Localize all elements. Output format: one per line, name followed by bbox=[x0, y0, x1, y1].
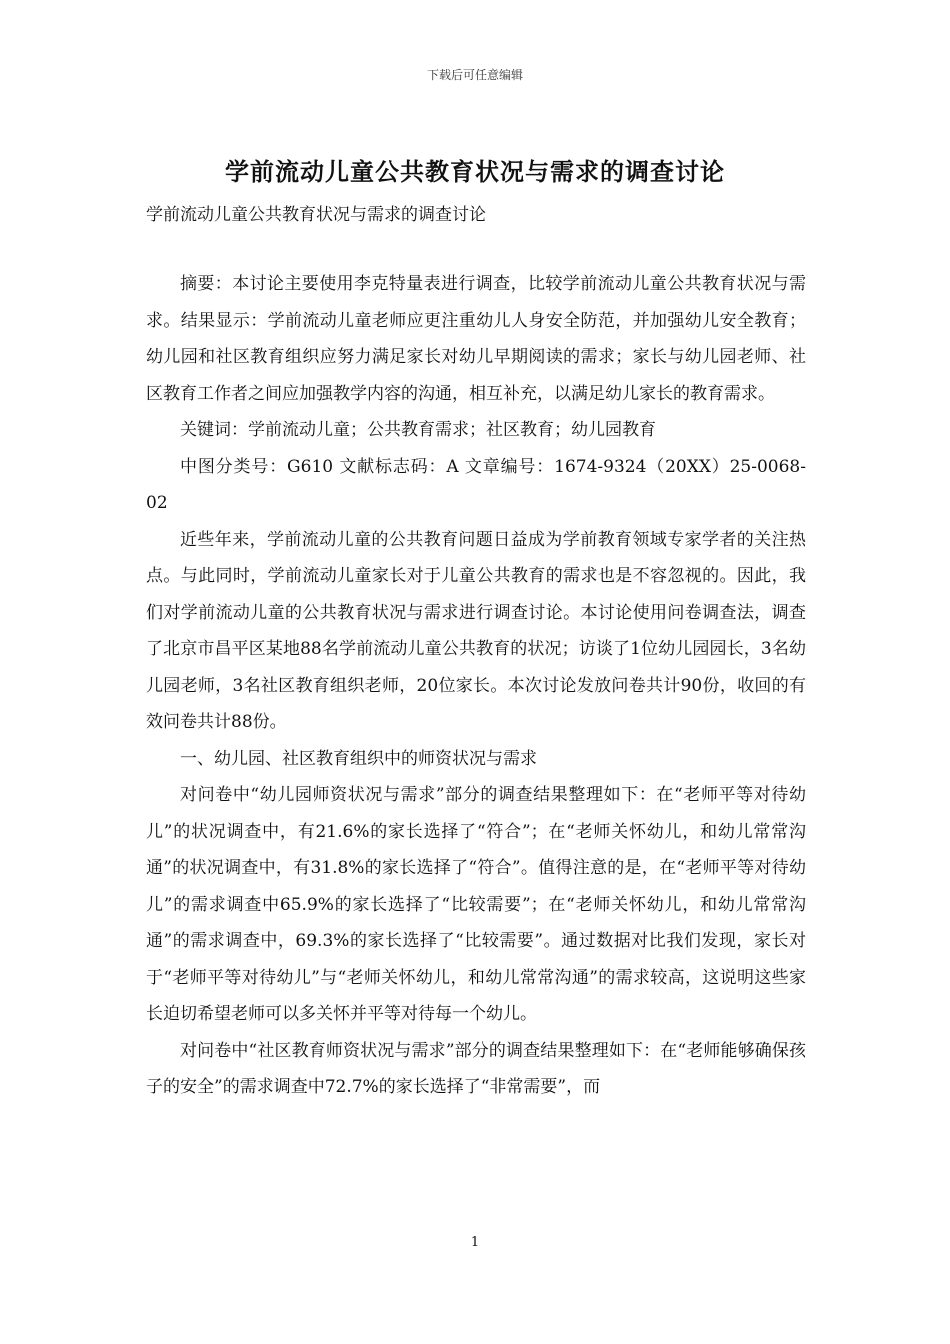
header-note: 下载后可任意编辑 bbox=[426, 68, 523, 82]
keywords-paragraph: 关键词：学前流动儿童；公共教育需求；社区教育；幼儿园教育 bbox=[180, 420, 656, 440]
intro-paragraph: 近些年来，学前流动儿童的公共教育问题日益成为学前教育领域专家学者的关注热点。与此同时，学前流动儿童家长对于儿童公共教育的需求也是不容忽视的。因此，我们对学前流动儿童的公共教育状况与需求进行调查讨论。本讨论使用问卷调查法，调查了北京市昌平区某地88名学前流动儿童公共教育的状况；访谈了1位幼儿园园长，3名幼儿园老师，3名社区教育组织老师，20位家长。本次讨论发放问卷共计90份，收回的有效问卷共计88份。 bbox=[146, 529, 806, 732]
abstract-paragraph: 摘要：本讨论主要使用李克特量表进行调查，比较学前流动儿童公共教育状况与需求。结果显示：学前流动儿童老师应更注重幼儿人身安全防范，并加强幼儿安全教育；幼儿园和社区教育组织应努力满足家长对幼儿早期阅读的需求；家长与幼儿园老师、社区教育工作者之间应加强教学内容的沟通，相互补充，以满足幼儿家长的教育需求。 bbox=[146, 274, 806, 404]
article-subtitle: 学前流动儿童公共教育状况与需求的调查讨论 bbox=[146, 205, 486, 225]
article-title: 学前流动儿童公共教育状况与需求的调查讨论 bbox=[225, 158, 725, 186]
page-number: 1 bbox=[470, 1235, 480, 1250]
body-paragraph: 对问卷中“幼儿园师资状况与需求”部分的调查结果整理如下：在“老师平等对待幼儿”的状况调查中，有21.6%的家长选择了“符合”；在“老师关怀幼儿，和幼儿常常沟通”的状况调查中，有31.8%的家长选择了“符合”。值得注意的是，在“老师平等对待幼儿”的需求调查中65.9%的家长选择了“比较需要”；在“老师关怀幼儿，和幼儿常常沟通”的需求调查中，69.3%的家长选择了“比较需要”。通过数据对比我们发现，家长对于“老师平等对待幼儿”与“老师关怀幼儿，和幼儿常常沟通”的需求较高，这说明这些家长迫切希望老师可以多关怀并平等对待每一个幼儿。 bbox=[146, 785, 806, 1024]
section-heading: 一、幼儿园、社区教育组织中的师资状况与需求 bbox=[180, 748, 537, 769]
body-paragraph: 对问卷中“社区教育师资状况与需求”部分的调查结果整理如下：在“老师能够确保孩子的安全”的需求调查中72.7%的家长选择了“非常需要”，而 bbox=[146, 1040, 806, 1097]
article-body bbox=[146, 266, 806, 1106]
classification-paragraph: 中图分类号：G610 文献标志码：A 文章编号：1674-9324（20XX）25-0068-02 bbox=[146, 456, 806, 513]
